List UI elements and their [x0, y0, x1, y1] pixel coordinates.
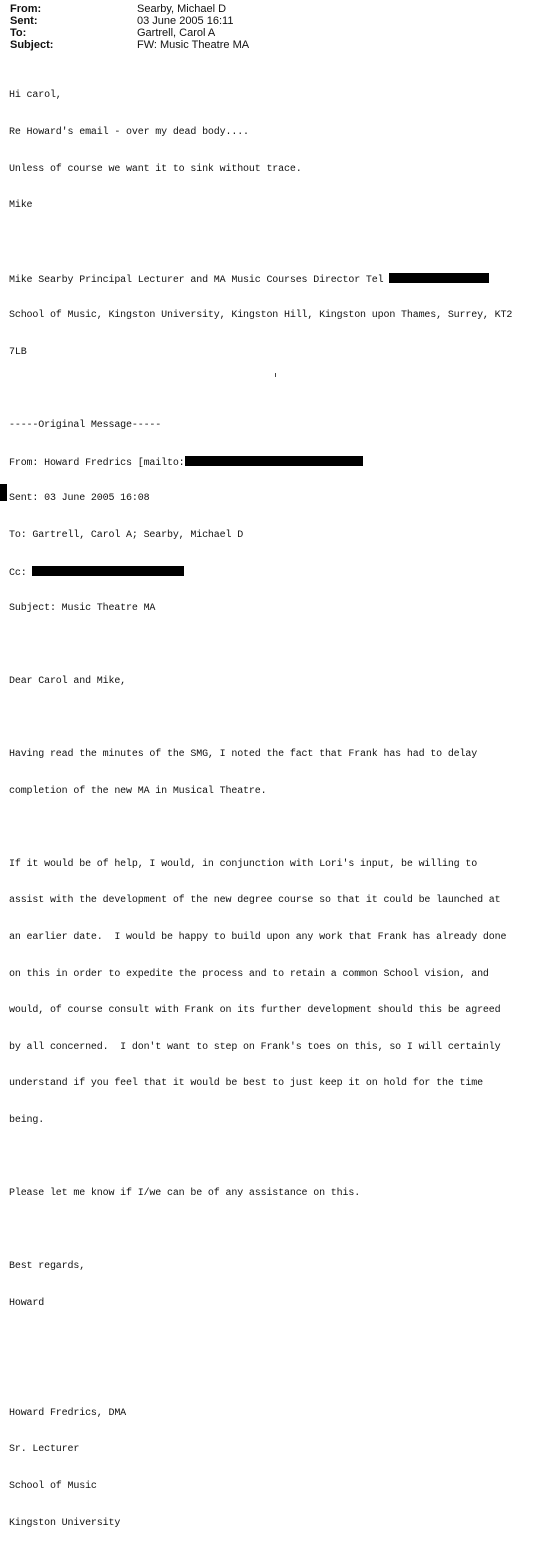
original-from	[9, 456, 549, 468]
to-label: To:	[10, 27, 27, 39]
original-salutation: Dear Carol and Mike,	[9, 675, 127, 687]
paragraph-line: on this in order to expedite the process and to retain a common School vision, and	[9, 968, 489, 980]
header-to-row	[10, 27, 249, 39]
header-from-row	[10, 3, 249, 15]
original-subject: Subject: Music Theatre MA	[9, 602, 156, 614]
sent-value: 03 June 2005 16:11	[137, 15, 234, 27]
original-from-text: From: Howard Fredrics [mailto:	[9, 458, 185, 470]
paragraph-line: Having read the minutes of the SMG, I noted the fact that Frank has had to delay	[9, 749, 478, 761]
reply-line: Unless of course we want it to sink without trace.	[9, 163, 302, 175]
paragraph-line: assist with the development of the new degree course so that it could be launched at	[9, 895, 501, 907]
header-sent-row	[10, 15, 249, 27]
from-value: Searby, Michael D	[137, 3, 227, 15]
paragraph-line: an earlier date. I would be happy to build upon any work that Frank has already done	[9, 932, 507, 944]
original-sent: Sent: 03 June 2005 16:08	[9, 492, 150, 504]
reply-signature-line	[9, 273, 549, 285]
from-label: From:	[10, 3, 42, 15]
original-cc	[9, 566, 549, 578]
signature-title: Mike Searby Principal Lecturer and MA Music Courses Director Tel	[9, 275, 384, 287]
scan-edge-mark	[0, 484, 7, 501]
reply-greeting: Hi carol,	[9, 90, 62, 102]
signature-department: School of Music	[9, 1480, 97, 1492]
paragraph-line: would, of course consult with Frank on its further development should this be agreed	[9, 1005, 501, 1017]
paragraph-line: If it would be of help, I would, in conjunction with Lori's input, be willing to	[9, 858, 478, 870]
original-cc-text: Cc:	[9, 568, 27, 580]
redaction-bar	[32, 566, 184, 576]
signature-title: Sr. Lecturer	[9, 1444, 80, 1456]
header-subject-row	[10, 39, 249, 51]
paragraph-line: completion of the new MA in Musical Theatre.	[9, 785, 267, 797]
reply-line: Re Howard's email - over my dead body....	[9, 127, 249, 138]
paragraph-line: by all concerned. I don't want to step on Frank's toes on this, so I will certainly	[9, 1041, 501, 1053]
signature-name: Howard Fredrics, DMA	[9, 1407, 127, 1419]
reply-signature-postcode: 7LB	[9, 346, 27, 358]
reply-signature-address: School of Music, Kingston University, Kingston Hill, Kingston upon Thames, Surrey, KT2	[9, 309, 513, 321]
paragraph-line: understand if you feel that it would be best to just keep it on hold for the time	[9, 1078, 483, 1090]
closing: Best regards,	[9, 1261, 86, 1273]
subject-value: FW: Music Theatre MA	[137, 39, 250, 51]
sent-label: Sent:	[10, 15, 38, 27]
paragraph-line: Please let me know if I/we can be of any assistance on this.	[9, 1188, 361, 1200]
original-message-separator: -----Original Message-----	[9, 419, 162, 431]
original-to: To: Gartrell, Carol A; Searby, Michael D	[9, 529, 244, 541]
email-body	[9, 66, 549, 1542]
paragraph-line: being.	[9, 1115, 45, 1127]
email-header	[10, 3, 249, 51]
reply-signoff: Mike	[9, 200, 33, 212]
subject-label: Subject:	[10, 39, 54, 51]
signature-organization: Kingston University	[9, 1517, 121, 1529]
to-value: Gartrell, Carol A	[137, 27, 216, 39]
scan-artifact	[275, 373, 276, 377]
closing-name: Howard	[9, 1298, 45, 1309]
redaction-bar	[389, 273, 489, 283]
redaction-bar	[185, 456, 363, 466]
